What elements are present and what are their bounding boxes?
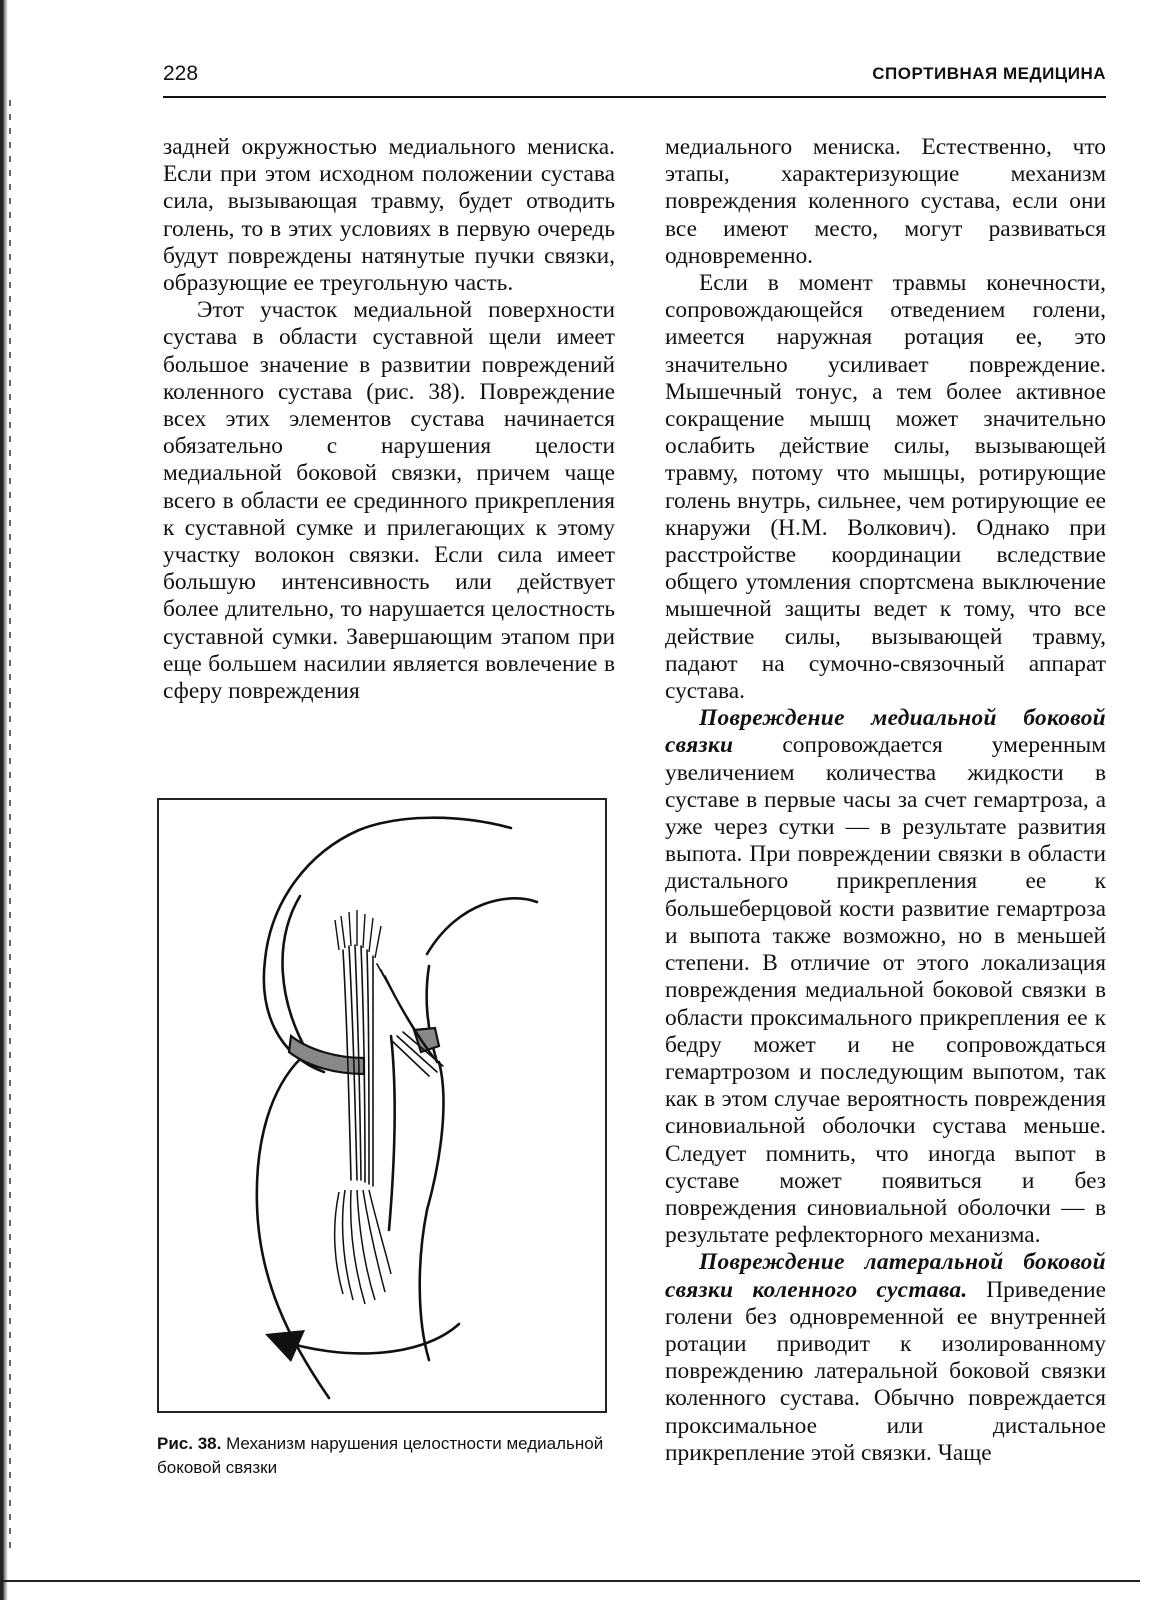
right-paragraph-2: Если в момент травмы конечности, сопровождающейся отведением голени, имеется наружная ротация ее, это значительно усиливает повреждение. Мышечный тонус, а тем более активное сокращение мышц может значительно ослабить действие силы, вызывающей травму, потому что мышцы, ротирующие голень внутрь, сильнее, чем ротирующие ее кнаружи (Н.М. Волкович). Однако при расстройстве координации вследствие общего утомления спортсмена выключение мышечной защиты ведет к тому, что все действие силы, вызывающей травму, падают на сумочно-связочный аппарат сустава. [665, 270, 1106, 705]
left-paragraph-1: задней окружностью медиального мениска. Если при этом исходном положении сустава сила, вызывающая травму, будет отводить голень, то в этих условиях в первую очередь будут повреждены натянутые пучки связки, образующие ее треугольную часть. [163, 134, 615, 297]
section-runin-medial: Повреждение медиальной боковой связки [665, 705, 1106, 759]
left-column [163, 134, 615, 705]
right-paragraph-1: медиального мениска. Естественно, что этапы, характеризующие механизм повреждения коленного сустава, если они все имеют место, могут развиваться одновременно. [665, 134, 1106, 269]
caption-text: Механизм нарушения целостности медиальной боковой связки [157, 1434, 604, 1477]
right-paragraph-3 [665, 705, 1106, 1249]
scan-binding-edge [0, 0, 8, 1600]
left-paragraph-2: Этот участок медиальной поверхности сустава в области суставной щели имеет большое значение в развитии повреждений коленного сустава (рис. 38). Повреждение всех этих элементов сустава начинается обязательно с нарушения целости медиальной боковой связки, причем чаще всего в области ее срединного прикрепления к суставной сумке и прилегающих к этому участку волокон связки. Если сила имеет большую интенсивность или действует более длительно, то нарушается целостность суставной сумки. Завершающим этапом при еще большем насилии является вовлечение в сферу повреждения [163, 297, 615, 705]
right-paragraph-3-text: сопровождается умеренным увеличением количества жидкости в суставе в первые часы за счет гемартроза, а уже через сутки — в результате развития выпота. При повреждении связки в области дистального прикрепления ее к большеберцовой кости развитие гемартроза и выпота также возможно, но в меньшей степени. В отличие от этого локализация повреждения медиальной боковой связки в области проксимального прикрепления ее к бедру может и не сопровождаться гемартрозом и последующим выпотом, так как в этом случае вероятность повреждения синовиальной оболочки сустава меньше. Следует помнить, что иногда выпот в суставе может появиться и без повреждения синовиальной оболочки — в результате рефлекторного механизма. [665, 732, 1106, 1249]
page-number: 228 [163, 62, 199, 85]
caption-label: Рис. 38. [157, 1434, 222, 1453]
bottom-rule [0, 1580, 1140, 1582]
page-header [163, 58, 1106, 98]
running-title: СПОРТИВНАЯ МЕДИЦИНА [872, 64, 1106, 83]
figure-caption [157, 1432, 612, 1480]
right-paragraph-4-text: Приведение голени без одновременной ее внутренней ротации приводит к изолированному повреждению латеральной боковой связки коленного сустава. Обычно повреждается проксимальное или дистальное прикрепление этой связки. Чаще [665, 1276, 1106, 1466]
figure-38-illustration [157, 798, 607, 1413]
section-runin-lateral: Повреждение латеральной боковой связки коленного сустава. [665, 1249, 1106, 1303]
right-column [665, 134, 1106, 1467]
right-paragraph-4 [665, 1249, 1106, 1467]
knee-ligament-drawing [159, 800, 605, 1411]
